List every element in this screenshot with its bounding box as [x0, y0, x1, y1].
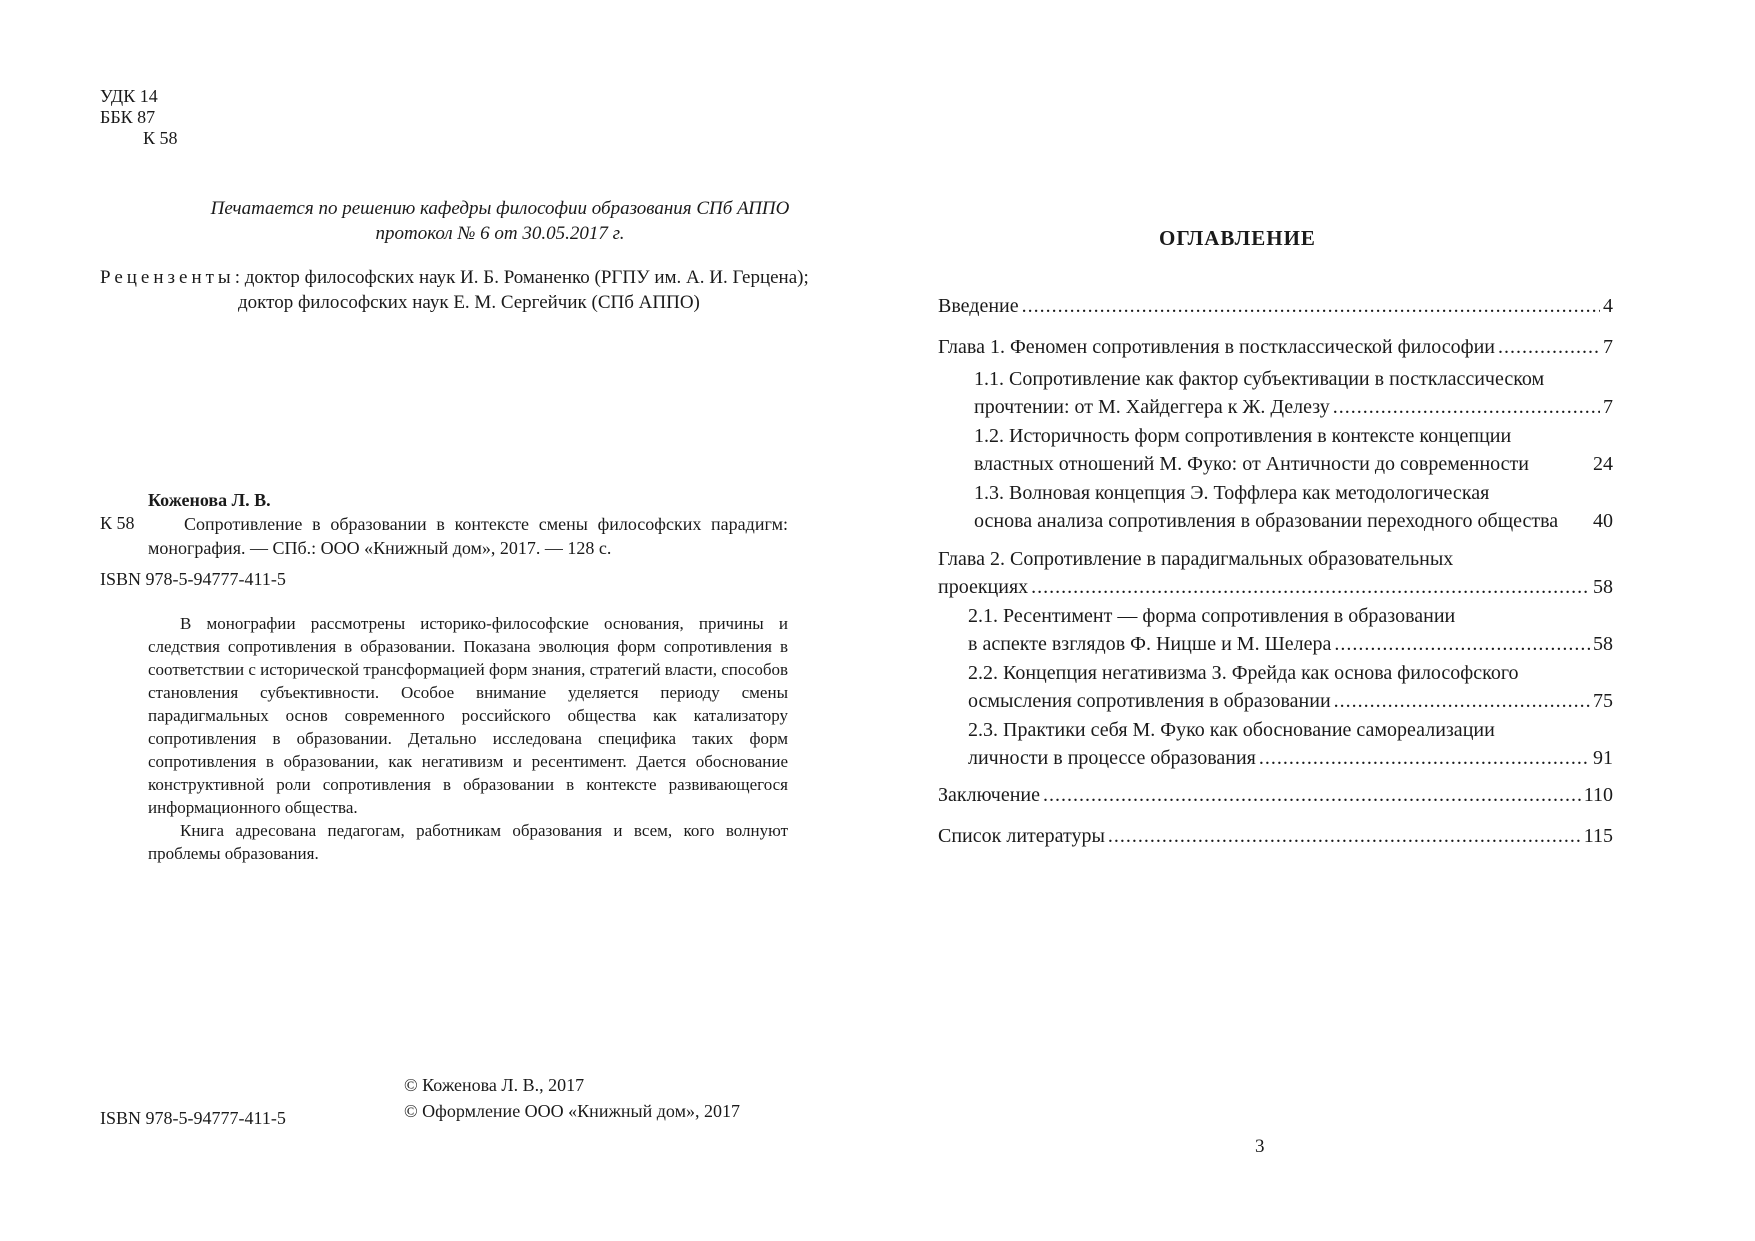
- toc-entry-section-2-1: [968, 602, 1613, 658]
- toc-leader: [1031, 573, 1590, 601]
- toc-entry-title: Заключение: [938, 784, 1040, 806]
- toc-entry-line-2: проекциях: [938, 576, 1029, 598]
- toc-leader: [1043, 781, 1581, 809]
- toc-page: 7: [1603, 336, 1613, 358]
- toc-page: 58: [1593, 576, 1613, 598]
- toc-entry-line-1: 1.1. Сопротивление как фактор субъективации в постклассическом: [974, 368, 1545, 390]
- reviewers-label: Рецензенты: [100, 267, 235, 288]
- toc-leader: [1334, 687, 1590, 715]
- resolution-line-2: протокол № 6 от 30.05.2017 г.: [375, 223, 625, 244]
- toc-page: 75: [1593, 690, 1613, 712]
- udk-code: УДК 14: [100, 86, 158, 106]
- toc-page: 91: [1593, 747, 1613, 769]
- toc-entry-chapter-1: [938, 333, 1613, 361]
- annotation: [148, 612, 788, 865]
- toc-entry-line-1: 2.1. Ресентимент — форма сопротивления в образовании: [968, 605, 1456, 627]
- toc-entry-line-2: основа анализа сопротивления в образовании переходного общества: [974, 510, 1559, 532]
- toc-leader: [1498, 333, 1600, 361]
- toc-entry-references: [938, 822, 1613, 850]
- resolution-line-1: Печатается по решению кафедры философии образования СПб АППО: [210, 198, 790, 219]
- bbk-code: ББК 87: [100, 107, 156, 127]
- reviewer-2: доктор философских наук Е. М. Сергейчик (СПб АППО): [238, 292, 700, 313]
- publication-resolution: [100, 196, 900, 246]
- reviewer-1: : доктор философских наук И. Б. Романенко (РГПУ им. А. И. Герцена);: [234, 267, 809, 288]
- toc-leader: [1108, 822, 1581, 850]
- author-mark-head: К 58: [143, 128, 178, 148]
- toc-entry-line-1: 2.3. Практики себя М. Фуко как обоснование самореализации: [968, 719, 1495, 741]
- page-number: 3: [1255, 1136, 1265, 1157]
- toc-entry-title: Глава 1. Феномен сопротивления в постклассической философии: [938, 336, 1496, 358]
- toc-entry-section-1-1: [974, 365, 1613, 421]
- isbn-top: ISBN 978-5-94777-411-5: [100, 569, 286, 589]
- author-name: Коженова Л. В.: [148, 490, 271, 510]
- toc-entry-line-2: прочтении: от М. Хайдеггера к Ж. Делезу: [974, 396, 1330, 418]
- toc-entry-section-2-3: [968, 716, 1613, 772]
- copyright-author: © Коженова Л. В., 2017: [404, 1075, 585, 1095]
- toc-leader: [1022, 292, 1600, 320]
- toc-page: 24: [1593, 453, 1613, 475]
- toc-entry-line-2: властных отношений М. Фуко: от Античности до современности: [974, 453, 1529, 475]
- toc-entry-line-2: в аспекте взглядов Ф. Ницше и М. Шелера: [968, 633, 1332, 655]
- toc-leader: [1334, 630, 1590, 658]
- toc-leader: [1333, 393, 1600, 421]
- toc-entry-line-2: осмысления сопротивления в образовании: [968, 690, 1331, 712]
- author-mark: К 58: [100, 513, 135, 533]
- annotation-paragraph-1: В монографии рассмотрены историко-философские основания, причины и следствия сопротивления в образовании. Показана эволюция форм сопротивления в соответствии с исторической трансформацией форм знания, стратегий власти, способов становления субъективности. Особое внимание уделяется периоду смены парадигмальных основ современного российского общества как катализатору сопротивления в образовании. Детально исследована специфика таких форм сопротивления в образовании, как негативизм и ресентимент. Дается обоснование конструктивной роли сопротивления в образовании в контексте развивающегося информационного общества.: [148, 614, 788, 817]
- reviewers-line-1: [100, 265, 809, 290]
- toc-leader: [1259, 744, 1590, 772]
- toc-entry-chapter-2: [938, 545, 1613, 601]
- toc-entry-title: Список литературы: [938, 825, 1105, 847]
- annotation-paragraph-2: Книга адресована педагогам, работникам образования и всем, кого волнуют проблемы образования.: [148, 821, 788, 863]
- isbn-bottom: ISBN 978-5-94777-411-5: [100, 1108, 286, 1128]
- toc-page: 115: [1583, 825, 1613, 847]
- copyright-design: © Оформление ООО «Книжный дом», 2017: [404, 1101, 740, 1121]
- toc-entry-line-2: личности в процессе образования: [968, 747, 1256, 769]
- bibliographic-description: Сопротивление в образовании в контексте смены философских парадигм: монография. — СПб.: ООО «Книжный дом», 2017. — 128 с.: [148, 514, 788, 558]
- toc-entry-section-2-2: [968, 659, 1613, 715]
- toc-page: 7: [1603, 396, 1613, 418]
- toc-page: 4: [1603, 295, 1613, 317]
- toc-entry-title: Введение: [938, 295, 1019, 317]
- toc-entry-line-1: 1.2. Историчность форм сопротивления в контексте концепции: [974, 425, 1512, 447]
- toc-page: 58: [1593, 633, 1613, 655]
- toc-entry-conclusion: [938, 781, 1613, 809]
- toc-title: ОГЛАВЛЕНИЕ: [1159, 226, 1316, 250]
- toc-entry-section-1-2: [974, 422, 1613, 478]
- toc-entry-line-1: Глава 2. Сопротивление в парадигмальных образовательных: [938, 548, 1454, 570]
- toc-entry-line-1: 1.3. Волновая концепция Э. Тоффлера как методологическая: [974, 482, 1490, 504]
- toc-entry-line-1: 2.2. Концепция негативизма З. Фрейда как основа философского: [968, 662, 1519, 684]
- toc-entry-section-1-3: [974, 479, 1613, 535]
- toc-entry-intro: [938, 292, 1613, 320]
- toc-page: 40: [1593, 510, 1613, 532]
- toc-page: 110: [1583, 784, 1613, 806]
- copyright-block: [404, 1072, 740, 1124]
